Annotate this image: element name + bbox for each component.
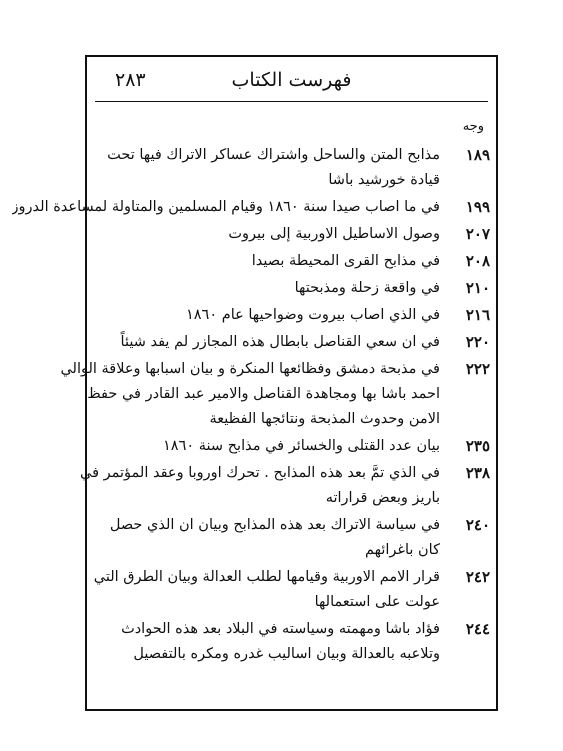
toc-entry-page: ٢٣٨ — [465, 464, 490, 482]
toc-entry-page: ١٨٩ — [465, 146, 490, 164]
toc-entry-line: بيان عدد القتلى والخسائر في مذابح سنة ١٨٦٠ — [163, 438, 440, 454]
toc-entry-line: وصول الاساطيل الاوربية إلى بيروت — [228, 226, 440, 242]
toc-entry-page: ٢٤٢ — [465, 568, 490, 586]
toc-entry-line: احمد باشا بها ومجاهدة القناصل والامير عبد القادر في حفظ — [87, 386, 440, 402]
toc-entry — [60, 357, 490, 432]
toc-entry — [97, 330, 490, 355]
toc-entry-page: ٢٠٨ — [465, 252, 490, 270]
toc-entry-page: ٢١٠ — [465, 279, 490, 297]
toc-entry-text — [97, 276, 444, 301]
toc-entry-line: في الذي اصاب بيروت وضواحيها عام ١٨٦٠ — [185, 307, 440, 323]
toc-entry-page: ٢٤٠ — [465, 516, 490, 534]
toc-entries — [11, 143, 490, 669]
toc-entry-page: ٢١٦ — [465, 306, 490, 324]
toc-entry — [97, 249, 490, 274]
toc-entry-page: ٢٢٠ — [465, 333, 490, 351]
toc-entry-text — [97, 330, 444, 355]
toc-entry — [97, 222, 490, 247]
toc-entry — [97, 276, 490, 301]
toc-entry-text — [94, 565, 444, 615]
toc-entry-text — [97, 434, 444, 459]
toc-entry-line: عولت على استعمالها — [314, 594, 440, 610]
toc-entry-line: في واقعة زحلة ومذبحتها — [294, 280, 440, 296]
toc-entry-text — [97, 303, 444, 328]
toc-entry — [93, 565, 490, 615]
toc-entry — [97, 434, 490, 459]
toc-entry-line: كان باغرائهم — [364, 542, 440, 558]
toc-entry — [11, 195, 490, 220]
toc-entry-page: ٢٢٢ — [465, 360, 490, 378]
toc-entry-line: وتلاعبه بالعدالة وبيان اساليب غدره ومكره بالتفصيل — [133, 646, 440, 662]
toc-entry-line: باريز وبعض قراراته — [325, 490, 440, 506]
page-title: فهرست الكتاب — [231, 69, 352, 91]
toc-entry-page: ٢٠٧ — [465, 225, 490, 243]
toc-entry-line: في ما اصاب صيدا سنة ١٨٦٠ وقيام المسلمين والمتاولة لمساعدة الدروز — [11, 199, 440, 215]
toc-entry-page: ٢٤٤ — [465, 620, 490, 638]
toc-entry-text — [12, 195, 444, 220]
toc-entry-line: قيادة خورشيد باشا — [328, 172, 440, 188]
toc-entry-line: في الذي تمَّ بعد هذه المذابح . تحرك اوروبا وعقد المؤتمر في — [80, 465, 440, 481]
toc-entry-line: مذابح المتن والساحل واشتراك عساكر الاتراك فيها تحت — [107, 147, 440, 163]
toc-entry-text — [97, 143, 444, 193]
toc-entry-line: الامن وحدوث المذبحة ونتائجها الفظيعة — [209, 411, 440, 427]
toc-entry-line: في مذبحة دمشق وفظائعها المنكرة و بيان اسبابها وعلاقة الوالي — [60, 361, 440, 377]
toc-entry-line: قرار الامم الاوربية وقيامها لطلب العدالة وبيان الطرق التي — [93, 569, 440, 585]
toc-entry-line: في سياسة الاتراك بعد هذه المذابح وبيان ان الذي حصل — [109, 517, 440, 533]
toc-entry-line: في ان سعي القناصل بابطال هذه المجازر لم يفد شيئاً — [120, 334, 440, 350]
toc-entry-text — [97, 617, 444, 667]
page-header — [95, 63, 488, 102]
toc-entry — [97, 617, 490, 667]
page-column-label: وجه — [462, 119, 484, 134]
toc-entry — [97, 303, 490, 328]
toc-entry — [97, 513, 490, 563]
page-frame — [11, 55, 498, 711]
toc-entry — [80, 461, 490, 511]
toc-entry-text — [97, 513, 444, 563]
toc-entry-page: ١٩٩ — [465, 198, 490, 216]
page-number: ٢٨٣ — [115, 69, 146, 91]
toc-entry-line: فؤاد باشا ومهمته وسياسته في البلاد بعد هذه الحوادث — [121, 621, 440, 637]
toc-entry-page: ٢٣٥ — [465, 437, 490, 455]
toc-entry-line: في مذابح القرى المحيطة بصيدا — [251, 253, 440, 269]
toc-entry-text — [97, 222, 444, 247]
toc-entry-text — [80, 461, 444, 511]
toc-entry-text — [97, 249, 444, 274]
toc-entry-text — [60, 357, 444, 432]
toc-entry — [97, 143, 490, 193]
